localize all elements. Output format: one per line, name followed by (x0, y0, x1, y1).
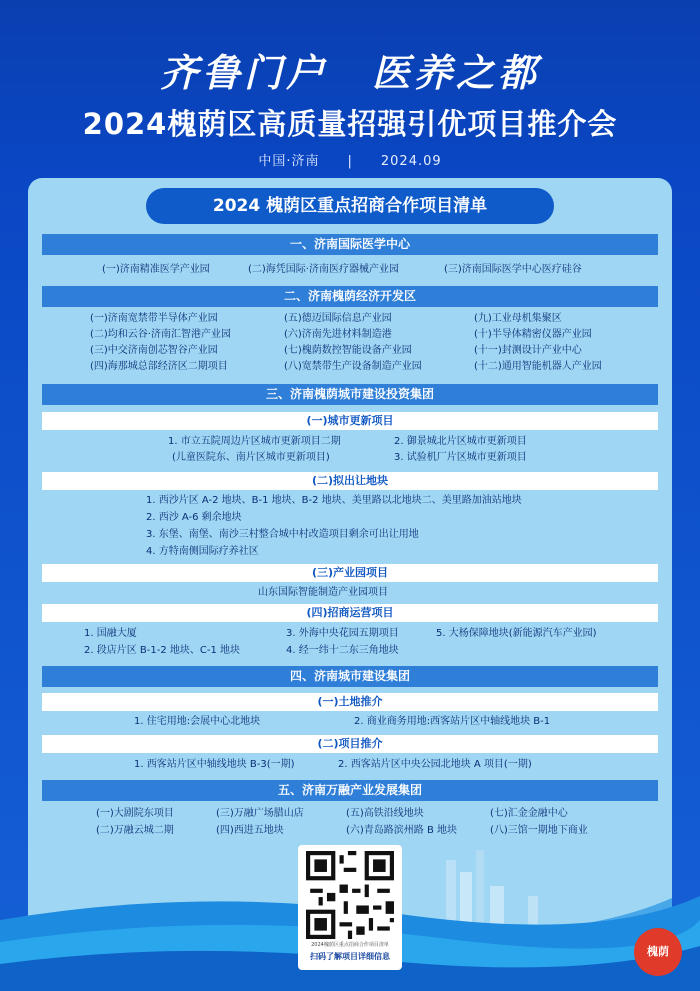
s4-sub1-item: 2. 商业商务用地:西客站片区中轴线地块 B-1 (354, 716, 551, 727)
s4-sub2-item: 1. 西客站片区中轴线地块 B-3(一期) (134, 759, 295, 770)
s2-item: (一)济南宽禁带半导体产业园 (90, 313, 218, 324)
section-1-header: 一、济南国际医学中心 (42, 234, 658, 255)
s1-item: (三)济南国际医学中心医疗硅谷 (444, 264, 582, 275)
s1-item: (二)海凭国际·济南医疗器械产业园 (248, 264, 399, 275)
s5-item: (五)高铁沿线地块 (346, 808, 424, 819)
s3-sub2-item: 4. 方特南侧国际疗养社区 (146, 546, 259, 557)
qr-code-caption: 扫码了解项目详细信息 (310, 952, 390, 961)
s3-sub1-header: (一)城市更新项目 (42, 412, 658, 430)
section-4-header: 四、济南城市建设集团 (42, 666, 658, 687)
s2-item: (五)德迈国际信息产业园 (284, 313, 392, 324)
s5-item: (八)三馆一期地下商业 (490, 825, 588, 836)
list-title: 2024 槐荫区重点招商合作项目清单 (146, 188, 554, 224)
s5-item: (四)西进五地块 (216, 825, 284, 836)
project-list-panel (28, 178, 672, 950)
logo-badge: 槐荫 (634, 928, 682, 976)
slogan-right: 医养之都 (372, 50, 541, 95)
s3-sub2-item: 3. 东堡、南堡、南沙三村整合城中村改造项目剩余可出让用地 (146, 529, 419, 540)
s3-sub4-item: 3. 外海中央花园五期项目 (286, 628, 399, 639)
s2-item: (六)济南先进材料制造港 (284, 329, 392, 340)
s3-sub3-item: 山东国际智能制造产业园项目 (258, 587, 388, 598)
s5-item: (三)万融广场腊山店 (216, 808, 304, 819)
page-title: 2024槐荫区高质量招强引优项目推介会 (82, 107, 618, 141)
s3-sub1-item: 1. 市立五院周边片区城市更新项目二期 (168, 436, 341, 447)
s3-sub4-item: 5. 大杨保障地块(新能源汽车产业园) (436, 628, 597, 639)
s5-item: (一)大剧院东项目 (96, 808, 174, 819)
s2-item: (十一)封测设计产业中心 (474, 345, 582, 356)
s3-sub4-header: (四)招商运营项目 (42, 604, 658, 622)
s5-item: (七)汇金金融中心 (490, 808, 568, 819)
s4-sub2-header: (二)项目推介 (42, 735, 658, 753)
s3-sub3-header: (三)产业园项目 (42, 564, 658, 582)
s2-item: (八)宽禁带生产设备制造产业园 (284, 361, 422, 372)
section-3-header: 三、济南槐荫城市建设投资集团 (42, 384, 658, 405)
s2-item: (七)槐荫数控智能设备产业园 (284, 345, 412, 356)
s2-item: (十)半导体精密仪器产业园 (474, 329, 592, 340)
s3-sub1-item: 3. 试验机厂片区城市更新项目 (394, 452, 527, 463)
s3-sub4-item: 4. 经一纬十二东三角地块 (286, 645, 399, 656)
s3-sub4-item: 1. 国融大厦 (84, 628, 137, 639)
s2-item: (三)中交济南创芯智谷产业园 (90, 345, 218, 356)
event-meta (0, 150, 700, 169)
s4-sub2-item: 2. 西客站片区中央公园北地块 A 项目(一期) (338, 759, 532, 770)
s2-item: (九)工业母机集聚区 (474, 313, 562, 324)
qr-code-label: 2024槐荫区重点招商合作项目清单 (311, 942, 389, 948)
slogan-left: 齐鲁门户 (159, 50, 328, 95)
event-location: 中国·济南 (258, 154, 320, 169)
qr-code-card[interactable] (298, 845, 402, 970)
slogan (0, 42, 700, 97)
qr-code-icon[interactable] (306, 851, 394, 939)
s3-sub1-item: (儿童医院东、南片区城市更新项目) (172, 452, 330, 463)
s3-sub2-header: (二)拟出让地块 (42, 472, 658, 490)
s3-sub2-item: 2. 西沙 A-6 剩余地块 (146, 512, 242, 523)
s2-item: (二)均和云谷·济南汇智港产业园 (90, 329, 231, 340)
section-2-header: 二、济南槐荫经济开发区 (42, 286, 658, 307)
event-date: 2024.09 (380, 154, 442, 169)
meta-divider: | (347, 154, 353, 169)
s3-sub4-item: 2. 段店片区 B-1-2 地块、C-1 地块 (84, 645, 241, 656)
s5-item: (六)青岛路滨州路 B 地块 (346, 825, 458, 836)
poster-header (0, 0, 700, 180)
s5-item: (二)万融云城二期 (96, 825, 174, 836)
s3-sub2-item: 1. 西沙片区 A-2 地块、B-1 地块、B-2 地块、美里路以北地块二、美里路加油站地块 (146, 495, 522, 506)
s2-item: (四)海那城总部经济区二期项目 (90, 361, 228, 372)
s2-item: (十二)通用智能机器人产业园 (474, 361, 602, 372)
s4-sub1-item: 1. 住宅用地:会展中心北地块 (134, 716, 261, 727)
section-5-header: 五、济南万融产业发展集团 (42, 780, 658, 801)
s1-item: (一)济南精准医学产业园 (102, 264, 210, 275)
s4-sub1-header: (一)土地推介 (42, 693, 658, 711)
s3-sub1-item: 2. 御景城北片区城市更新项目 (394, 436, 527, 447)
